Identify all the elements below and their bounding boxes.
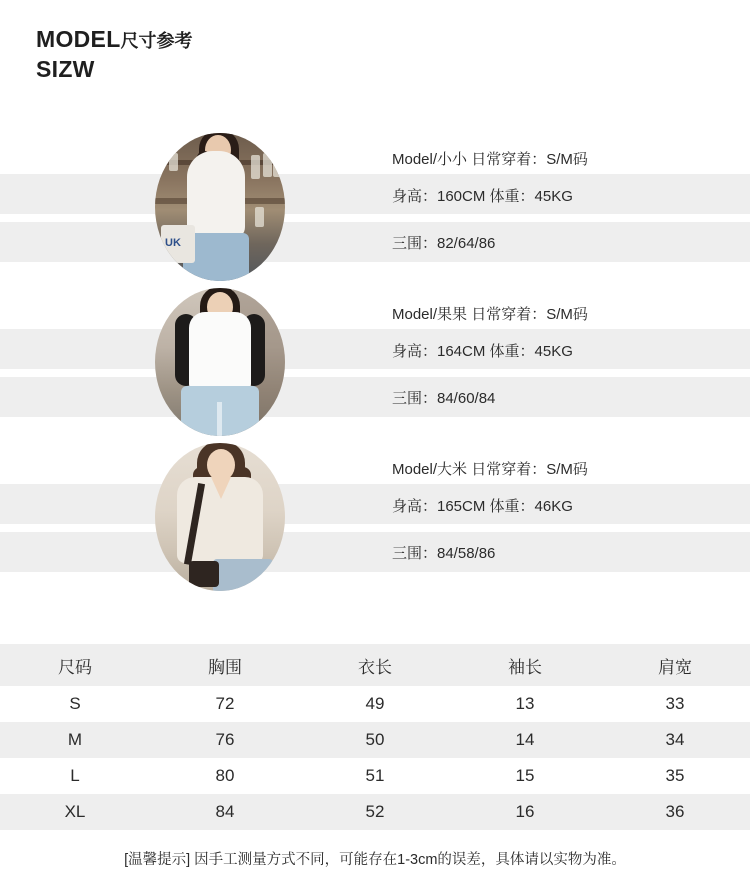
cell-sleeve: 14 [515, 730, 535, 749]
cell-sleeve: 13 [515, 694, 535, 713]
cell-bust: 76 [215, 730, 235, 749]
cell-bust: 80 [215, 766, 235, 785]
model-measure-2: 三围：84/60/84 [392, 390, 496, 407]
stripe-band [0, 174, 750, 214]
cell-size: M [67, 730, 83, 749]
model-measure-1: 身高：164CM 体重：45KG [392, 343, 573, 360]
page-title-line2: SIZW [36, 56, 95, 83]
model-list [0, 130, 750, 595]
table-header-row [0, 644, 750, 686]
model-title: Model/小小 日常穿着：S/M码 [392, 151, 588, 168]
model-measure-2: 三围：84/58/86 [392, 545, 496, 562]
model-photo-guoguo [155, 288, 285, 436]
cell-length: 52 [365, 802, 385, 821]
cell-sleeve: 15 [515, 766, 535, 785]
column-header-size: 尺码 [58, 657, 92, 677]
page-title-en: MODEL [36, 26, 121, 52]
stripe-band [0, 484, 750, 524]
stripe-band [0, 222, 750, 262]
model-item [0, 440, 750, 595]
cell-length: 50 [365, 730, 385, 749]
cell-length: 51 [365, 766, 385, 785]
cell-size: XL [64, 802, 86, 821]
column-header-length: 衣长 [358, 657, 392, 677]
table-row [0, 758, 750, 794]
cell-size: L [70, 766, 80, 785]
table-row [0, 794, 750, 830]
page-title-cn: 尺寸参考 [120, 31, 193, 51]
model-measure-2: 三围：82/64/86 [392, 235, 496, 252]
stripe-band [0, 329, 750, 369]
model-title: Model/大米 日常穿着：S/M码 [392, 461, 588, 478]
size-table [0, 644, 750, 830]
model-item [0, 130, 750, 285]
stripe-band [0, 532, 750, 572]
cell-bust: 72 [215, 694, 235, 713]
model-measure-1: 身高：160CM 体重：45KG [392, 188, 573, 205]
stripe-band [0, 377, 750, 417]
cell-bust: 84 [215, 802, 235, 821]
cell-shoulder: 34 [665, 730, 685, 749]
page-title-line1 [36, 24, 193, 54]
model-measure-1: 身高：165CM 体重：46KG [392, 498, 573, 515]
cell-shoulder: 36 [665, 802, 685, 821]
size-table-body [0, 686, 750, 830]
cell-size: S [69, 694, 81, 713]
page-title [36, 24, 193, 85]
size-table-head [0, 644, 750, 686]
measurement-note: [温馨提示] 因手工测量方式不同，可能存在1-3cm的误差，具体请以实物为准。 [124, 852, 626, 868]
model-title: Model/果果 日常穿着：S/M码 [392, 306, 588, 323]
cell-length: 49 [365, 694, 385, 713]
column-header-sleeve: 袖长 [508, 657, 542, 677]
column-header-bust: 胸围 [208, 657, 242, 677]
model-photo-xiaoxiao: UK [155, 133, 285, 281]
table-row [0, 722, 750, 758]
table-row [0, 686, 750, 722]
column-header-shoulder: 肩宽 [658, 657, 692, 677]
cell-shoulder: 35 [665, 766, 685, 785]
model-photo-dami [155, 443, 285, 591]
model-item [0, 285, 750, 440]
cell-sleeve: 16 [515, 802, 535, 821]
cell-shoulder: 33 [665, 694, 685, 713]
